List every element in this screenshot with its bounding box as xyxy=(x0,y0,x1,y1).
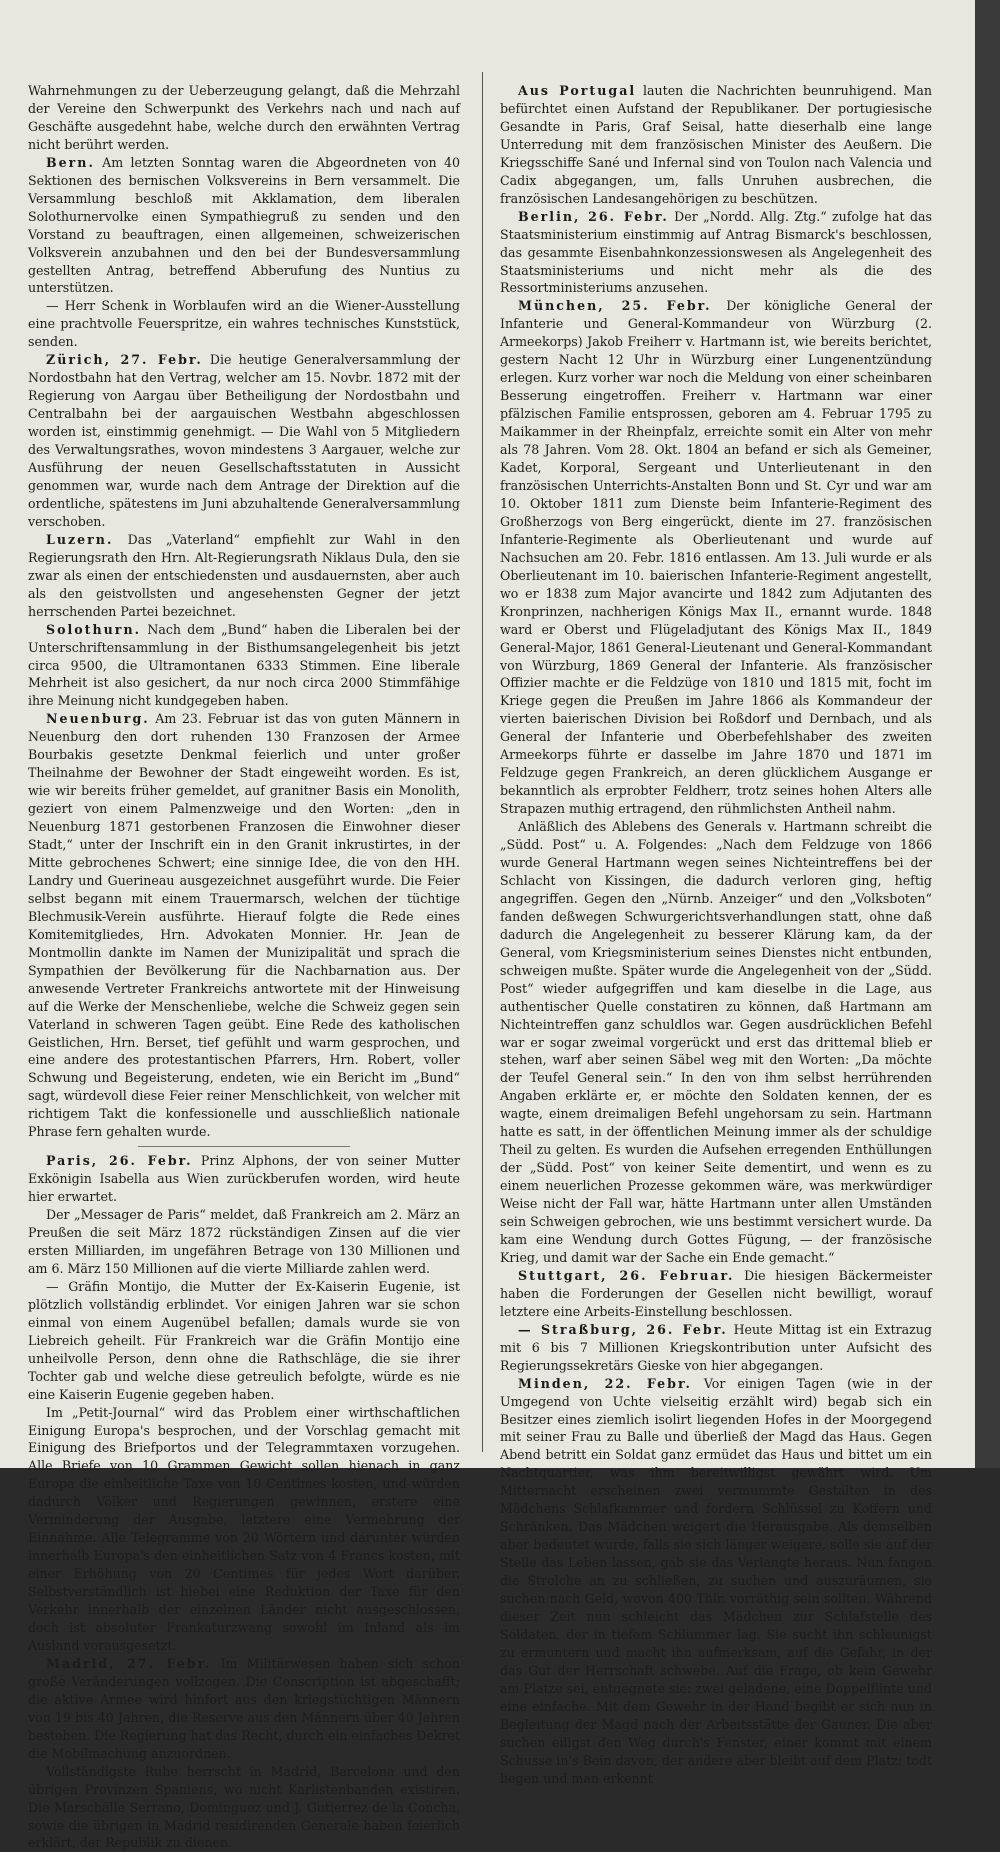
dateline-zurich: Zürich, 27. Febr. xyxy=(46,352,203,368)
right-para-1: Aus Portugal lauten die Nachrichten beunruhigend. Man befürchtet einen Aufstand der Republikaner. Der portugiesische Gesandte in Paris, Graf Seisal, hatte dieserhalb eine lange Unterredung mit dem französischen Minister des Aeußern. Die Kriegsschiffe Sané und Infernal sind von Toulon nach Valencia und Cadix abgegangen, um, falls Unruhen ausbrechen, die französischen Landesangehörigen zu beschützen. xyxy=(500,83,932,206)
left-para-1: Wahrnehmungen zu der Ueberzeugung gelangt, daß die Mehrzahl der Vereine den Schwerpunkt des Verkehrs nach und nach auf Geschäfte ausgedehnt habe, welche durch den erwähnten Vertrag nicht berührt werden. xyxy=(28,83,460,152)
left-para-12: Madrid, 27. Febr. Im Militärwesen haben sich schon große Veränderungen vollzogen. Die Conscription ist abgeschafft; die aktive Armee wird hinfort aus den kriegstüchtigen Männern von 19 bis 40 Jahren, die Reserve aus den Männern über 40 Jahren bestehen. Die Regierung hat das Recht, durch ein einfaches Dekret die Mobilmachung anzuordnen. xyxy=(28,1655,460,1761)
dateline-solothurn: Solothurn. xyxy=(46,621,141,637)
dateline-berlin: Berlin, 26. Febr. xyxy=(518,208,669,224)
dateline-strassburg: — Straßburg, 26. Febr. xyxy=(518,1321,728,1337)
dateline-stuttgart: Stuttgart, 26. Februar. xyxy=(518,1267,735,1283)
dateline-muenchen: München, 25. Febr. xyxy=(518,298,712,314)
right-para-6: — Straßburg, 26. Febr. Heute Mittag ist ein Extrazug mit 6 bis 7 Millionen Kriegskontribution unter Aufsicht des Regierungssekretärs Gieske von hier abgegangen. xyxy=(500,1321,932,1373)
dateline-portugal: Aus Portugal xyxy=(518,83,637,98)
left-para-13: Vollständigste Ruhe herrscht in Madrid, Barcelona und den übrigen Provinzen Spaniens, wo nicht Karlistenbanden existiren. Die Marschälle Serrano, Dominguez und J. Gutierrez de la Concha, sowie die übrigen in Madrid residirenden Generale haben feierlich erklärt, der Republik zu dienen. xyxy=(28,1763,460,1851)
left-para-3: — Herr Schenk in Worblaufen wird an die Wiener-Ausstellung eine prachtvolle Feuerspritze, ein wahres technisches Kunststück, senden. xyxy=(28,298,460,350)
left-para-2: Bern. Am letzten Sonntag waren die Abgeordneten von 40 Sektionen des bernischen Volksvereins in Bern versammelt. Die Versammlung beschloß mit Akklamation, dem liberalen Solothurnervolke einen Sympathiegruß zu senden und den Vorstand zu beauftragen, einen allgemeinen, schweizerischen Volksverein anzubahnen und den bei der Bundesversammlung gestellten Antrag, betreffend Abberufung des Nuntius zu unterstützen. xyxy=(28,154,460,296)
right-para-4: Anläßlich des Ablebens des Generals v. Hartmann schreibt die „Südd. Post“ u. A. Folgendes: „Nach dem Feldzuge von 1866 wurde General Hartmann wegen seines Nichteintreffens bei der Schlacht von Kissingen, die dadurch verloren ging, heftig angegriffen. Gegen den „Nürnb. Anzeiger“ und den „Volksboten“ fanden deßwegen Schwurgerichtsverhandlungen statt, ohne daß dadurch die Angelegenheit zu besserer Klärung kam, da der General, vom Kriegsministerium seines Dienstes nicht entbunden, schweigen mußte. Später wurde die Angelegenheit von der „Südd. Post“ wieder aufgegriffen und kam dieselbe in die Lage, aus authentischer Quelle constatiren zu können, daß Hartmann am Nichteintreffen ganz schuldlos war. Gegen ausdrücklichen Befehl war er sogar zweimal vorgerückt und erst das drittemal blieb er stehen, warf aber seinen Säbel weg mit den Worten: „Da möchte der Teufel General sein.“ In den von ihm selbst herrührenden Angaben erklärte er, er möchte den Soldaten kennen, der es wagte, einem dreimaligen Befehl ungehorsam zu sein. Hartmann hatte es satt, in der öffentlichen Meinung immer als der schuldige Theil zu gelten. Es wurden die Aufsehen erregenden Enthüllungen der „Südd. Post“ von keiner Seite dementirt, und wenn es zu einem neuerlichen Prozesse gekommen wäre, was merkwürdiger Weise nicht der Fall war, hätte Hartmann unter allen Umständen sein Schweigen gebrochen, wie uns bestimmt versichert wurde. Da kam eine Wendung durch Gottes Fügung, — der französische Krieg, und damit war der Sache ein Ende gemacht.“ xyxy=(500,819,932,1265)
right-para-5: Stuttgart, 26. Februar. Die hiesigen Bäckermeister haben die Forderungen der Gesellen nicht bewilligt, worauf letztere eine Arbeits-Einstellung beschlossen. xyxy=(500,1267,933,1319)
left-para-6: Solothurn. Nach dem „Bund“ haben die Liberalen bei der Unterschriftensammlung in der Bisthumsangelegenheit bis jetzt circa 9500, die Ultramontanen 6333 Stimmen. Eine liberale Mehrheit ist also gesichert, da nur noch circa 2000 Stimmfähige ihre Meinung nicht kundgegeben haben. xyxy=(28,621,460,709)
right-para-3: München, 25. Febr. Der königliche General der Infanterie und General-Kommandeur von Würzburg (2. Armeekorps) Jakob Freiherr v. Hartmann ist, wie bereits berichtet, gestern Nacht 12 Uhr in Würzburg einer Lungenentzündung erlegen. Kurz vorher war noch die Meldung von einer scheinbaren Besserung eingetroffen. Freiherr v. Hartmann war einer pfälzischen Familie entsprossen, geboren am 4. Februar 1795 zu Maikammer in der Rheinpfalz, erreichte somit ein Alter von mehr als 78 Jahren. Vom 28. Okt. 1804 an befand er sich als Gemeiner, Kadet, Korporal, Sergeant und Unterlieutenant in den französischen Unterrichts-Anstalten Bonn und St. Cyr und war am 10. Oktober 1811 zum Dienste beim Infanterie-Regiment des Großherzogs von Berg eingerückt, diente im 27. französischen Infanterie-Regimente als Oberlieutenant und wurde auf Nachsuchen am 20. Febr. 1816 entlassen. Am 13. Juli wurde er als Oberlieutenant im 10. baierischen Infanterie-Regiment angestellt, wo er 1838 zum Major avancirte und 1842 zum Adjutanten des Kronprinzen, nachherigen Königs Max II., ernannt wurde. 1848 ward er Oberst und Flügeladjutant des Königs Max II., 1849 General-Major, 1861 General-Lieutenant und General-Kommandant von Würzburg, 1869 General der Infanterie. Als französischer Offizier machte er die Feldzüge von 1810 und 1815 mit, focht im Kriege gegen die Preußen im Jahre 1866 als Kommandeur der vierten baierischen Division bei Roßdorf und Dernbach, und als General der Infanterie und Oberbefehlshaber des zweiten Armeekorps führte er dasselbe im Jahre 1870 und 1871 im Feldzuge gegen Frankreich, an deren glücklichem Ausgange er bekanntlich als erprobter Feldherr, trotz seines hohen Alters alle Strapazen muthig ertragend, den rühmlichsten Antheil nahm. xyxy=(500,298,932,817)
left-para-7: Neuenburg. Am 23. Februar ist das von guten Männern in Neuenburg den dort ruhenden 130 Franzosen der Armee Bourbakis gesetzte Denkmal feierlich und unter großer Theilnahme der Bewohner der Stadt eingeweiht worden. Es ist, wie wir bereits früher gemeldet, auf granitner Basis ein Monolith, geziert von einem Palmenzweige und den Worten: „den in Neuenburg 1871 gestorbenen Franzosen die Einwohner dieser Stadt,“ unter der Inschrift ein in den Granit inkrustirtes, in der Mitte gebrochenes Schwert; eine sinnige Idee, die von den HH. Landry und Guerineau ausgezeichnet ausgeführt wurde. Die Feier selbst begann mit einem Trauermarsch, welchen der tüchtige Blechmusik-Verein ausführte. Hierauf folgte die Rede eines Komitemitgliedes, Hrn. Advokaten Monnier. Hr. Jean de Montmollin dankte im Namen der Munizipalität und sprach die Sympathien der Bevölkerung für die Nachbarnation aus. Der anwesende Vertreter Frankreichs antwortete mit der Hinweisung auf die Werke der Menschenliebe, welche die Schweiz gegen sein Vaterland in schweren Tagen geübt. Eine Rede des katholischen Geistlichen, Hrn. Berset, tief gefühlt und warm gesprochen, und eine andere des protestantischen Pfarrers, Hrn. Robert, voller Schwung und Begeisterung, endeten, wie ein Bericht im „Bund“ sagt, würdevoll diese Feier reiner Menschlichkeit, von welcher mit richtigem Takt die konfessionelle und ausschließlich nationale Phrase fern gehalten wurde. xyxy=(28,711,460,1140)
dateline-madrid: Madrid, 27. Febr. xyxy=(46,1655,212,1671)
left-para-8: Paris, 26. Febr. Prinz Alphons, der von seiner Mutter Exkönigin Isabella aus Wien zurückberufen worden, wird heute hier erwartet. xyxy=(28,1153,460,1205)
column-rule xyxy=(482,72,483,1452)
right-column xyxy=(500,82,933,1786)
dateline-paris: Paris, 26. Febr. xyxy=(46,1153,193,1169)
right-para-2: Berlin, 26. Febr. Der „Nordd. Allg. Ztg.“ zufolge hat das Staatsministerium einstimmig auf Antrag Bismarck's beschlossen, das gesammte Eisenbahnkonzessionswesen als Angelegenheit des Staatsministeriums und nicht mehr als die des Ressortministeriums anzusehen. xyxy=(500,208,932,296)
dateline-luzern: Luzern. xyxy=(46,531,114,547)
dateline-neuenburg: Neuenburg. xyxy=(46,711,150,727)
page-edge-shadow xyxy=(975,0,1000,1468)
left-para-11: Im „Petit-Journal“ wird das Problem einer wirthschaftlichen Einigung Europa's besprochen, und der Vorschlag gemacht mit Einigung des Briefportos und der Telegrammtaxen vorzugehen. Alle Briefe von 10 Grammen Gewicht sollen hienach in ganz Europa die einheitliche Taxe von 10 Centimes kosten, und würden dadurch Völker und Regierungen gewinnen, erstere eine Verminderung der Ausgabe, letztere eine Vermehrung der Einnahme. Alle Telegramme von 20 Wörtern und darunter würden innerhalb Europa's den einheitlichen Satz von 4 Francs kosten, mit einer Erhöhung von 20 Centimes für jedes Wort darüber. Selbstverständlich ist hiebei eine Reduktion der Taxe für den Verkehr innerhalb der einzelnen Länder nicht ausgeschlossen, doch ist absoluter Frankaturzwang sowohl im Inland als im Ausland vorausgesetzt. xyxy=(28,1404,460,1653)
left-para-9: Der „Messager de Paris“ meldet, daß Frankreich am 2. März an Preußen die seit März 1872 rückständigen Zinsen auf die vier ersten Milliarden, im ungefähren Betrage von 130 Millionen und am 6. März 150 Millionen auf die vierte Milliarde zahlen werd. xyxy=(28,1207,460,1276)
left-column xyxy=(28,82,460,1851)
right-para-7: Minden, 22. Febr. Vor einigen Tagen (wie in der Umgegend von Uchte vielseitig erzählt wird) begab sich ein Besitzer eines ziemlich isolirt liegenden Hofes in der Moorgegend mit seiner Frau zu Balle und überließ der Magd das Haus. Gegen Abend betritt ein Soldat ganz ermüdet das Haus und bittet um ein Nachtquartier, was ihm bereitwilligst gewährt wird. Um Mitternacht erscheinen zwei vermummte Gestalten in des Mädchens Schlafkammer und fordern Schlüssel zu Koffern und Schränken. Das Mädchen weigert die Herausgabe. Als demselben aber bedeutet wurde, falls sie sich länger weigere, solle sie auf der Stelle das Leben lassen, gab sie das Verlangte heraus. Nun fangen die Strolche an zu schließen, zu suchen und auszuräumen, sie suchen nach Geld, wovon 400 Thlr. vorräthig sein sollten. Während dieser Zeit nun schleicht das Mädchen zur Schlafstelle des Soldaten, der in tiefem Schlummer lag. Sie sucht ihn schleunigst zu ermuntern und macht ihn aufmerksam, auf die Gefahr, in der das Gut der Herrschaft schwebe. Auf die Frage, ob kein Gewehr am Platze sei, entgegnete sie: zwei geladene, eine Doppelflinte und eine einfache. Mit dem Gewehr in der Hand begibt er sich nun in Begleitung der Magd nach der Arbeitsstätte der Gauner. Die aber suchen eiligst den Weg durch's Fenster, einer kommt mit einem Schusse in's Bein davon, der andere aber bleibt auf dem Platz: todt liegen und man erkennt xyxy=(500,1375,932,1786)
left-para-10: — Gräfin Montijo, die Mutter der Ex-Kaiserin Eugenie, ist plötzlich vollständig erblindet. Vor einigen Jahren war sie schon einmal von einem Augenübel befallen; damals wurde sie von Liebreich geheilt. Für Frankreich war die Gräfin Montijo eine unheilvolle Person, denn ohne die Rathschläge, die sie ihrer Tochter gab und welche diese getreulich befolgte, würde es nie eine Kaiserin Eugenie gegeben haben. xyxy=(28,1278,460,1402)
dateline-minden: Minden, 22. Febr. xyxy=(518,1375,692,1391)
dateline-bern: Bern. xyxy=(46,154,95,170)
left-para-4: Zürich, 27. Febr. Die heutige Generalversammlung der Nordostbahn hat den Vertrag, welcher am 15. Novbr. 1872 mit der Regierung von Aargau über Betheiligung der Nordostbahn und Centralbahn bei der aargauischen Westbahn abgeschlossen worden ist, einstimmig genehmigt. — Die Wahl von 5 Mitgliedern des Verwaltungsrathes, wovon mindestens 3 Aargauer, welche zur Ausführung der neuen Gesellschaftsstatuten in Aussicht genommen war, wurde nach dem Antrage der Direktion auf die ordentliche, spätestens im Juni abzuhaltende Generalversammlung verschoben. xyxy=(28,352,460,529)
section-divider xyxy=(138,1146,350,1147)
left-para-5: Luzern. Das „Vaterland“ empfiehlt zur Wahl in den Regierungsrath den Hrn. Alt-Regierungsrath Niklaus Dula, den sie zwar als einen der entschiedensten und ausdauernsten, aber auch als den geistvollsten und angesehensten Gegner der jetzt herrschenden Partei bezeichnet. xyxy=(28,531,460,619)
